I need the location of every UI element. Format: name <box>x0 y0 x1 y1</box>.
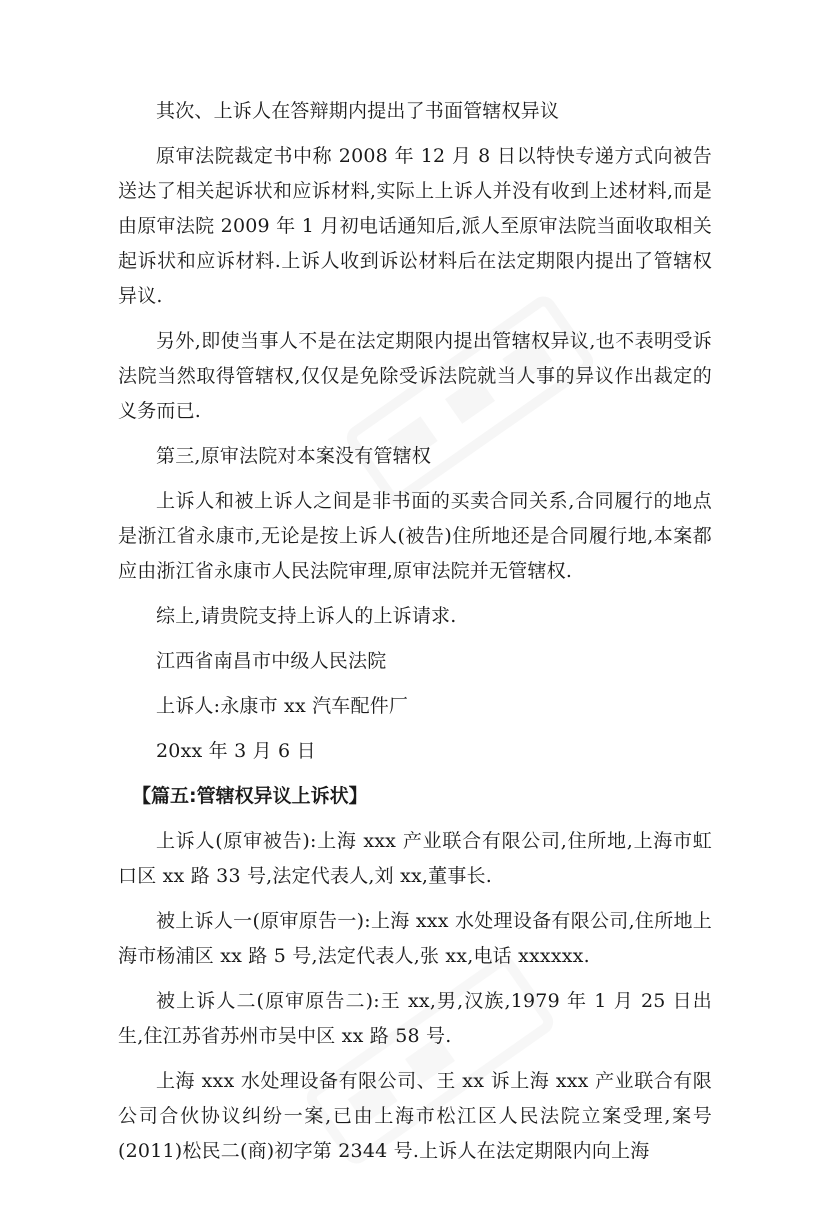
paragraph-court-name: 江西省南昌市中级人民法院 <box>156 650 387 672</box>
paragraph-appellee-two-info: 被上诉人二(原审原告二):王 xx,男,汉族,1979 年 1 月 25 日出生,住江苏省苏州市吴中区 xx 路 58 号. <box>118 990 712 1047</box>
paragraph-appellee-one-info: 被上诉人一(原审原告一):上海 xxx 水处理设备有限公司,住所地上海市杨浦区 xx 路 5 号,法定代表人,张 xx,电话 xxxxxx. <box>118 910 712 967</box>
paragraph-conclusion: 综上,请贵院支持上诉人的上诉请求. <box>156 605 457 627</box>
paragraph-case-summary: 上海 xxx 水处理设备有限公司、王 xx 诉上海 xxx 产业联合有限公司合伙协议纠纷一案,已由上海市松江区人民法院立案受理,案号(2011)松民二(商)初字第 2344 号.上诉人在法定期限内向上海 <box>118 1070 712 1162</box>
paragraph-date: 20xx 年 3 月 6 日 <box>156 740 316 762</box>
paragraph-heading-third: 第三,原审法院对本案没有管辖权 <box>156 445 432 467</box>
paragraph-contract-relation: 上诉人和被上诉人之间是非书面的买卖合同关系,合同履行的地点是浙江省永康市,无论是按上诉人(被告)住所地还是合同履行地,本案都应由浙江省永康市人民法院审理,原审法院并无管辖权. <box>118 490 712 582</box>
paragraph-service-of-materials: 原审法院裁定书中称 2008 年 12 月 8 日以特快专递方式向被告送达了相关起诉状和应诉材料,实际上上诉人并没有收到上述材料,而是由原审法院 2009 年 1 月初电话通知后,派人至原审法院当面收取相关起诉状和应诉材料.上诉人收到诉讼材料后在法定期限内提出了管辖权异议. <box>118 145 712 307</box>
document-page <box>118 94 712 1179</box>
paragraph-appellant-signature: 上诉人:永康市 xx 汽车配件厂 <box>156 695 409 717</box>
paragraph-jurisdiction-note: 另外,即使当事人不是在法定期限内提出管辖权异议,也不表明受诉法院当然取得管辖权,仅仅是免除受诉法院就当人事的异议作出裁定的义务而已. <box>118 330 712 422</box>
paragraph-heading-second: 其次、上诉人在答辩期内提出了书面管辖权异议 <box>156 100 560 122</box>
paragraph-appellant-info: 上诉人(原审被告):上海 xxx 产业联合有限公司,住所地,上海市虹口区 xx 路 33 号,法定代表人,刘 xx,董事长. <box>118 830 712 887</box>
section-title: 【篇五:管辖权异议上诉状】 <box>132 785 368 807</box>
